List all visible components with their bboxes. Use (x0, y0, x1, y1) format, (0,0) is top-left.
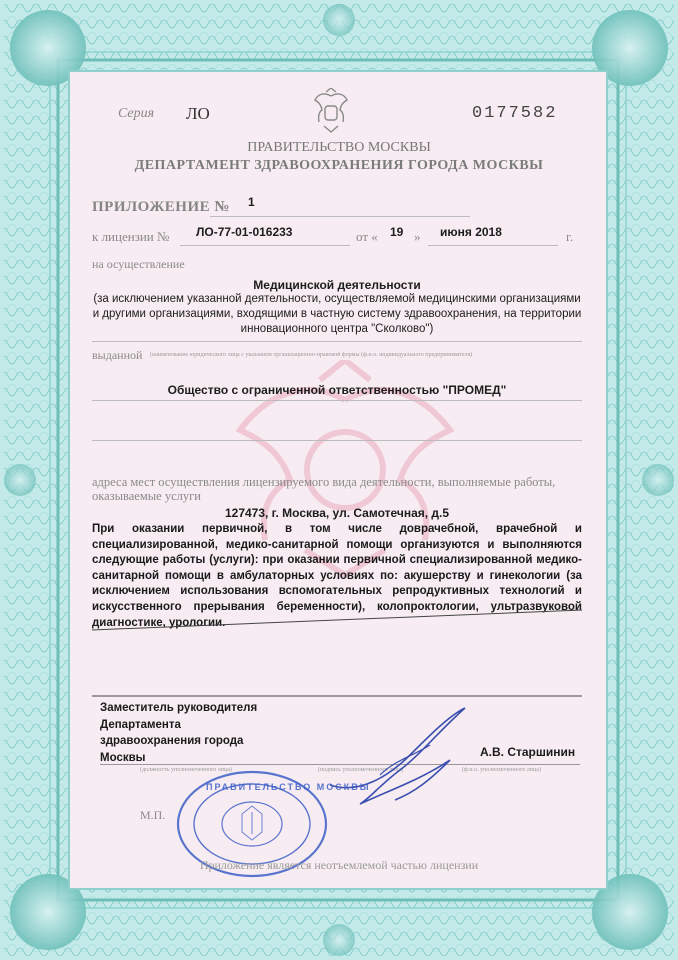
coat-of-arms-icon (312, 88, 350, 134)
signatory-title-line3: здравоохранения города (100, 735, 244, 747)
license-date-from-label: от « (356, 229, 378, 244)
handwritten-signature (320, 700, 480, 810)
seal-ring-text: ПРАВИТЕЛЬСТВО МОСКВЫ (206, 782, 371, 792)
appendix-footer-note: Приложение является неотъемлемой частью лицензии (199, 858, 479, 872)
signatory-name: А.В. Старшинин (480, 745, 576, 759)
license-month-year: июня 2018 (440, 225, 502, 239)
license-ref-label: к лицензии № (92, 229, 170, 244)
appendix-label: ПРИЛОЖЕНИЕ № (92, 199, 230, 215)
department-name: ДЕПАРТАМЕНТ ЗДРАВООХРАНЕНИЯ ГОРОДА МОСКВЫ (134, 158, 544, 173)
strike-out-line (92, 608, 584, 698)
licensed-services: При оказании первичной, в том числе доврачебной, врачебной и специализированной, медико-санитарной помощи организуются и выполняются следующие работы (услуги): при оказании первичной специализированной медико-санитарной помощи в амбулаторных условиях по: акушерству и гинекологии (за исключением использования вспомогательных репродуктивных технологий и искусственного прерывания беременности), колопроктологии, ультразвуковой диагностике, урологии. (92, 523, 582, 629)
activity-label: на осуществление (92, 257, 185, 271)
authority-name: ПРАВИТЕЛЬСТВО МОСКВЫ (247, 140, 431, 155)
signatory-title-line2: Департамента (100, 718, 181, 731)
signatory-title-line1: Заместитель руководителя (100, 702, 258, 714)
appendix-number: 1 (248, 195, 255, 209)
license-year-suffix: г. (566, 229, 574, 244)
issued-label: выданной (92, 348, 143, 362)
signatory-position-hint: (должность уполномоченного лица) (140, 767, 232, 773)
series-label: Серия (118, 106, 155, 121)
license-day-close: » (414, 229, 421, 244)
license-holder: Общество с ограниченной ответственностью "ПРОМЕД" (167, 383, 507, 397)
mp-label: М.П. (140, 808, 166, 822)
issued-hint: (наименование юридического лица с указанием организационно-правовой формы (ф.и.о. индивидуального предпринимателя) (150, 352, 473, 358)
activity-details: (за исключением указанной деятельности, осуществляемой медицинскими организациями и другими организациями, входящими в частную систему здравоохранения, на территории инновационного центра "Сколково") (92, 293, 582, 335)
address-value: 127473, г. Москва, ул. Самотечная, д.5 (224, 506, 450, 520)
series-value: ЛО (186, 104, 210, 123)
signatory-signature-hint: (подпись уполномоченного лица) (318, 767, 404, 773)
activity-title: Медицинской деятельности (253, 278, 421, 292)
address-label-line2: оказываемые услуги (92, 489, 201, 503)
address-label-line1: адреса мест осуществления лицензируемого вида деятельности, выполняемые работы, (92, 475, 556, 489)
signatory-name-hint: (ф.и.о. уполномоченного лица) (462, 767, 541, 773)
signatory-title (100, 700, 257, 766)
license-serial-number: 0177582 (472, 104, 558, 123)
signatory-title-line4: Москвы (100, 751, 146, 764)
license-day: 19 (390, 225, 404, 239)
license-number: ЛО-77-01-016233 (196, 225, 293, 239)
